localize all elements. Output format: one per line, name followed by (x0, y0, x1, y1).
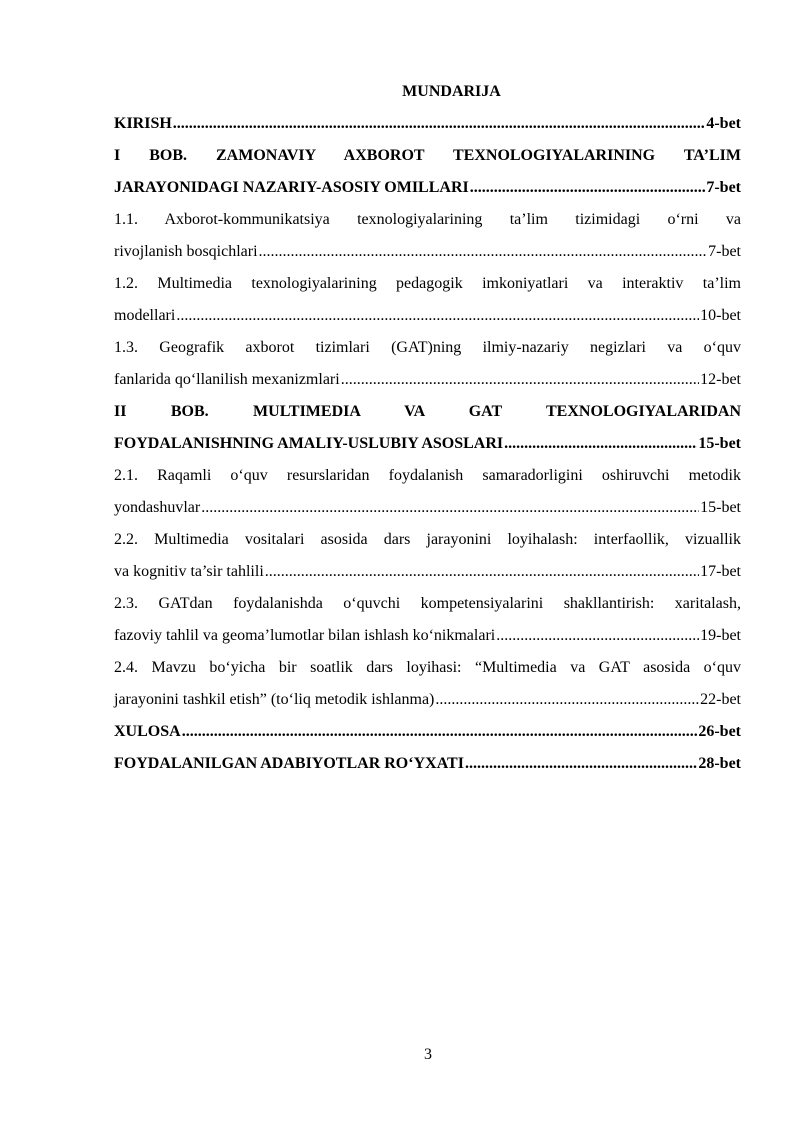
dot-leader (201, 492, 699, 524)
toc-entry-chapter2-line1[interactable]: II BOB. MULTIMEDIA VA GAT TEXNOLOGIYALARIDAN (114, 403, 741, 420)
toc-entry-2-2-line1[interactable]: 2.2. Multimedia vositalari asosida dars jarayonini loyihalash: interfaollik, vizuallik (114, 531, 741, 548)
toc-entry-chapter2[interactable] (114, 428, 741, 460)
toc-page-ref: 19-bet (700, 627, 741, 644)
toc-entry-label: FOYDALANILGAN ADABIYOTLAR RO‘YXATI (114, 755, 464, 772)
toc-entry-1-1-line1[interactable]: 1.1. Axborot-kommunikatsiya texnologiyalarining ta’lim tizimidagi o‘rni va (114, 211, 741, 228)
dot-leader (265, 556, 699, 588)
toc-page-ref: 17-bet (700, 563, 741, 580)
toc-page-ref: 4-bet (706, 115, 741, 132)
toc-entry-label: modellari (114, 307, 176, 324)
dot-leader (176, 300, 699, 332)
toc-entry-2-2[interactable] (114, 556, 741, 588)
table-of-contents (114, 76, 741, 780)
toc-page-ref: 26-bet (698, 723, 741, 740)
toc-entry-chapter1[interactable] (114, 172, 741, 204)
toc-entry-1-2-line1[interactable]: 1.2. Multimedia texnologiyalarining pedagogik imkoniyatlari va interaktiv ta’lim (114, 275, 741, 292)
dot-leader (496, 620, 699, 652)
toc-entry-1-1[interactable] (114, 236, 741, 268)
toc-entry-label: fanlarida qo‘llanilish mexanizmlari (114, 371, 340, 388)
toc-list (114, 108, 741, 780)
page-number: 3 (424, 1046, 432, 1063)
toc-page-ref: 15-bet (700, 499, 741, 516)
toc-entry-label: FOYDALANISHNING AMALIY-USLUBIY ASOSLARI (114, 435, 504, 452)
toc-entry-label: va kognitiv ta’sir tahlili (114, 563, 264, 580)
dot-leader (173, 108, 706, 140)
dot-leader (504, 428, 697, 460)
toc-page-ref: 7-bet (706, 179, 741, 196)
toc-page-ref: 12-bet (700, 371, 741, 388)
toc-entry-conclusion[interactable] (114, 716, 741, 748)
toc-entry-label: jarayonini tashkil etish” (to‘liq metodik ishlanma) (114, 691, 435, 708)
toc-entry-2-1[interactable] (114, 492, 741, 524)
toc-page-ref: 7-bet (708, 243, 741, 260)
toc-entry-1-3-line1[interactable]: 1.3. Geografik axborot tizimlari (GAT)ning ilmiy-nazariy negizlari va o‘quv (114, 339, 741, 356)
toc-entry-1-2[interactable] (114, 300, 741, 332)
toc-entry-label: fazoviy tahlil va geoma’lumotlar bilan ishlash ko‘nikmalari (114, 627, 496, 644)
toc-page-ref: 22-bet (700, 691, 741, 708)
toc-entry-label: JARAYONIDAGI NAZARIY-ASOSIY OMILLARI (114, 179, 469, 196)
toc-entry-label: yondashuvlar (114, 499, 201, 516)
toc-entry-label: rivojlanish bosqichlari (114, 243, 258, 260)
toc-entry-1-3[interactable] (114, 364, 741, 396)
dot-leader (341, 364, 699, 396)
toc-entry-references[interactable] (114, 748, 741, 780)
toc-entry-chapter1-line1[interactable]: I BOB. ZAMONAVIY AXBOROT TEXNOLOGIYALARINING TA’LIM (114, 147, 741, 164)
toc-entry-2-3[interactable] (114, 620, 741, 652)
dot-leader (435, 684, 699, 716)
dot-leader (259, 236, 708, 268)
toc-entry-label: KIRISH (114, 115, 172, 132)
toc-page-ref: 28-bet (698, 755, 741, 772)
toc-entry-2-3-line1[interactable]: 2.3. GATdan foydalanishda o‘quvchi kompetensiyalarini shakllantirish: xaritalash, (114, 595, 741, 612)
toc-entry-2-1-line1[interactable]: 2.1. Raqamli o‘quv resurslaridan foydalanish samaradorligini oshiruvchi metodik (114, 467, 741, 484)
toc-page-ref: 15-bet (698, 435, 741, 452)
toc-entry-label: XULOSA (114, 723, 181, 740)
toc-title: MUNDARIJA (402, 83, 501, 100)
toc-entry-intro[interactable] (114, 108, 741, 140)
dot-leader (182, 716, 698, 748)
toc-entry-2-4-line1[interactable]: 2.4. Mavzu bo‘yicha bir soatlik dars loyihasi: “Multimedia va GAT asosida o‘quv (114, 659, 741, 676)
dot-leader (470, 172, 706, 204)
dot-leader (465, 748, 697, 780)
toc-page-ref: 10-bet (700, 307, 741, 324)
toc-entry-2-4[interactable] (114, 684, 741, 716)
